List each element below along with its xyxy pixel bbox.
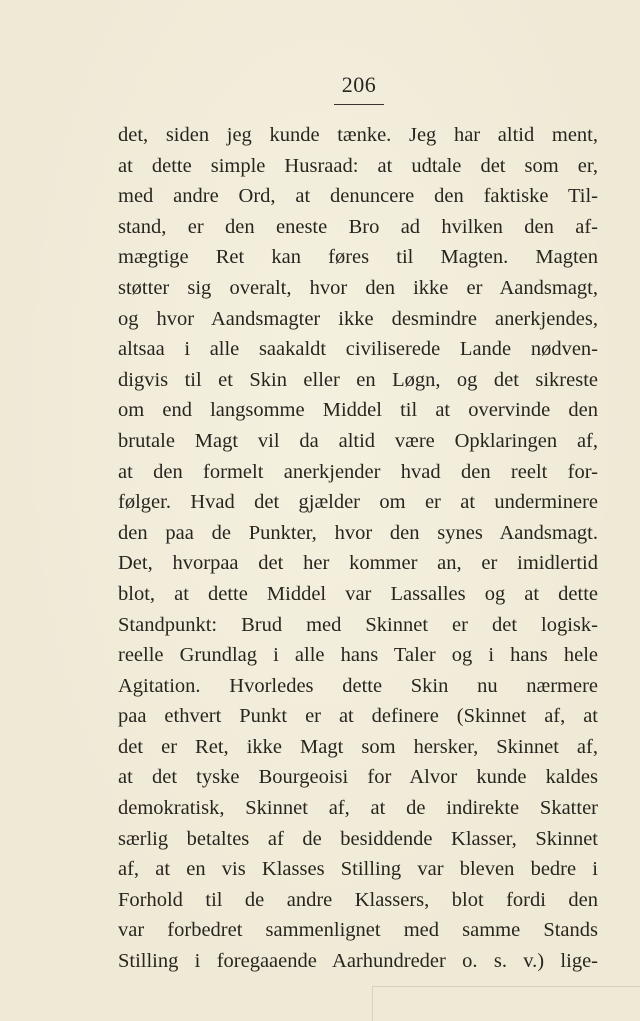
text-line: var forbedret sammenlignet med samme Stands (118, 919, 598, 942)
scan-edge-mark (372, 986, 373, 1021)
text-line: støtter sig overalt, hvor den ikke er Aandsmagt, (118, 276, 598, 299)
text-line: Agitation. Hvorledes dette Skin nu nærmere (118, 674, 598, 697)
text-line: digvis til et Skin eller en Løgn, og det sikreste (118, 368, 598, 391)
text-line: særlig betaltes af de besiddende Klasser, Skinnet (118, 827, 598, 850)
text-line: det er Ret, ikke Magt som hersker, Skinnet af, (118, 735, 598, 758)
text-line: at dette simple Husraad: at udtale det som er, (118, 154, 598, 177)
body-text (118, 120, 598, 977)
text-line: stand, er den eneste Bro ad hvilken den af- (118, 215, 598, 238)
text-line: af, at en vis Klasses Stilling var bleven bedre i (118, 858, 598, 881)
text-line: reelle Grundlag i alle hans Taler og i hans hele (118, 644, 598, 667)
text-line: paa ethvert Punkt er at definere (Skinnet af, at (118, 705, 598, 728)
text-line: Standpunkt: Brud med Skinnet er det logisk- (118, 613, 598, 636)
text-line: demokratisk, Skinnet af, at de indirekte Skatter (118, 797, 598, 820)
text-line: mægtige Ret kan føres til Magten. Magten (118, 246, 598, 269)
text-line: blot, at dette Middel var Lassalles og at dette (118, 582, 598, 605)
text-line: om end langsomme Middel til at overvinde den (118, 399, 598, 422)
text-line: den paa de Punkter, hvor den synes Aandsmagt. (118, 521, 598, 544)
text-line: med andre Ord, at denuncere den faktiske Til- (118, 185, 598, 208)
text-line: at det tyske Bourgeoisi for Alvor kunde kaldes (118, 766, 598, 789)
text-line: at den formelt anerkjender hvad den reelt for- (118, 460, 598, 483)
text-line: altsaa i alle saakaldt civiliserede Lande nødven- (118, 338, 598, 361)
text-line: Forhold til de andre Klassers, blot fordi den (118, 888, 598, 911)
text-line: det, siden jeg kunde tænke. Jeg har altid ment, (118, 124, 598, 146)
text-line: Stilling i foregaaende Aarhundreder o. s. v.) lige- (118, 950, 598, 973)
text-line: følger. Hvad det gjælder om er at underminere (118, 491, 598, 514)
page-number-rule (334, 104, 384, 105)
text-line: og hvor Aandsmagter ikke desmindre anerkjendes, (118, 307, 598, 330)
text-line: brutale Magt vil da altid være Opklaringen af, (118, 429, 598, 452)
page-number: 206 (341, 72, 377, 97)
scan-edge-mark (372, 986, 640, 987)
text-line: Det, hvorpaa det her kommer an, er imidlertid (118, 552, 598, 575)
